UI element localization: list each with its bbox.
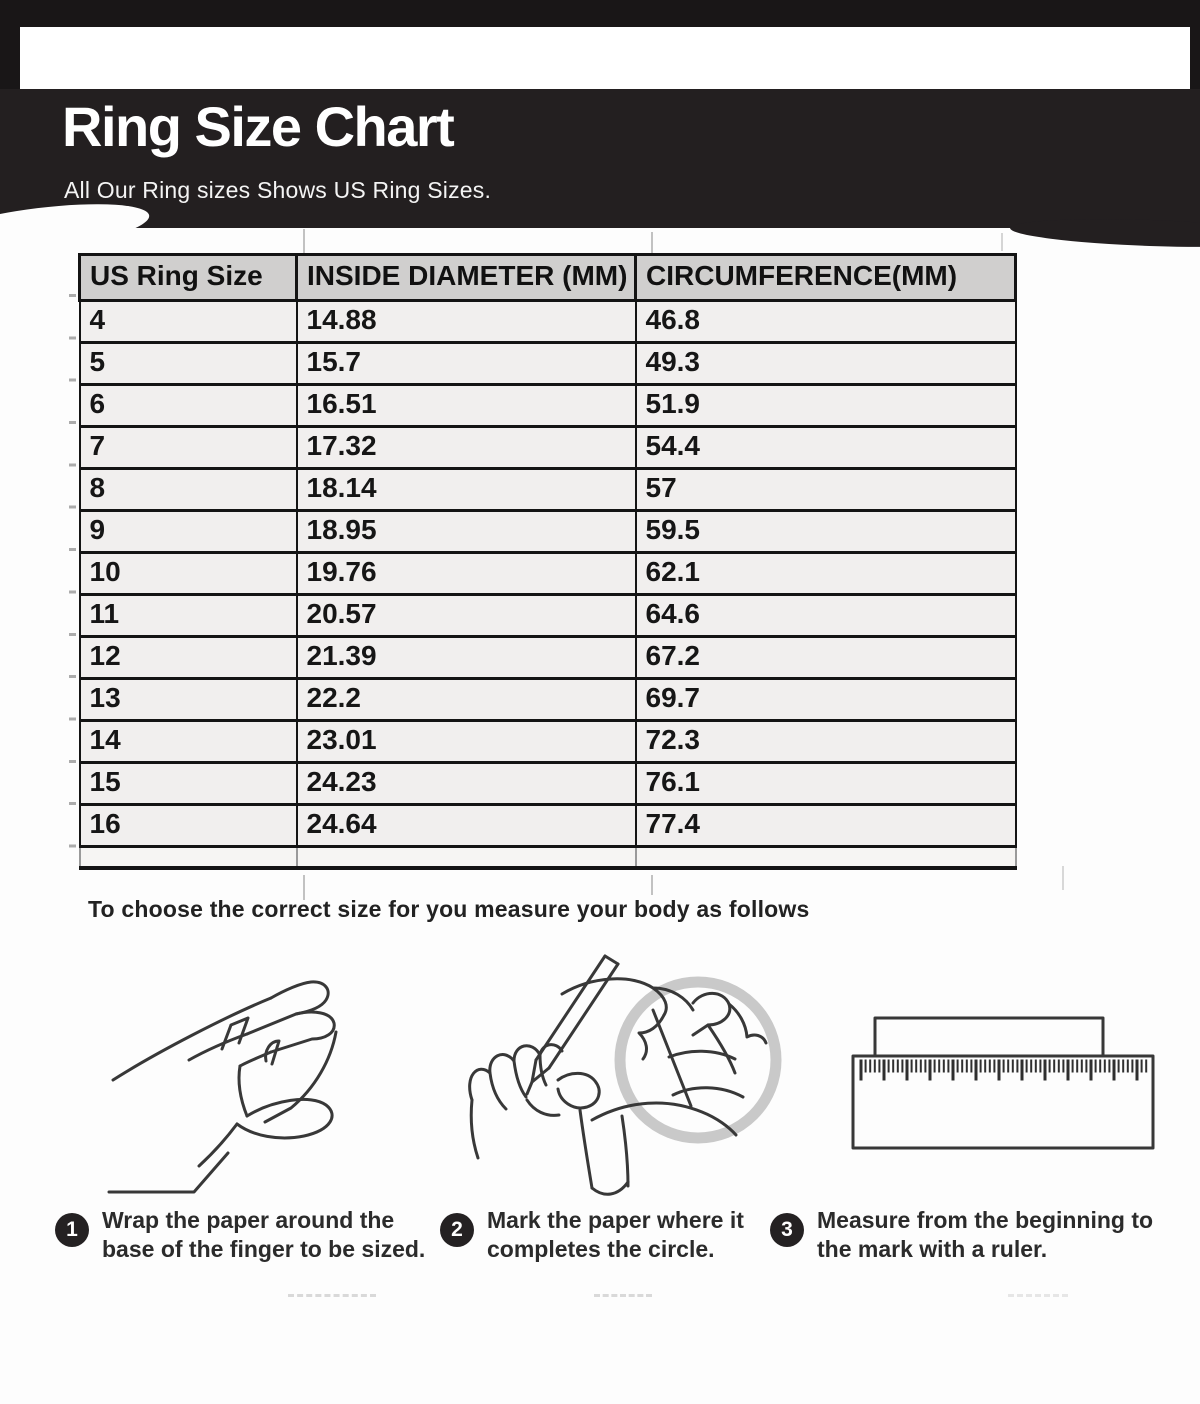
cell-circumference: 51.9 bbox=[636, 385, 1016, 427]
cell-us-ring-size: 15 bbox=[80, 763, 297, 805]
table-row bbox=[80, 427, 1016, 469]
table-row bbox=[80, 343, 1016, 385]
column-header-inside-diameter: INSIDE DIAMETER (MM) bbox=[297, 255, 636, 301]
ruler-measuring-illustration bbox=[845, 988, 1175, 1173]
artifact-tick bbox=[651, 875, 653, 895]
step-3 bbox=[770, 1206, 1153, 1264]
column-header-circumference: CIRCUMFERENCE(MM) bbox=[636, 255, 1016, 301]
cell-us-ring-size: 12 bbox=[80, 637, 297, 679]
artifact-row-ticks-left bbox=[69, 294, 76, 876]
artifact-tick bbox=[1062, 866, 1064, 890]
cell-circumference: 57 bbox=[636, 469, 1016, 511]
ring-size-table bbox=[78, 253, 1017, 870]
cell-inside-diameter: 17.32 bbox=[297, 427, 636, 469]
cell-us-ring-size: 8 bbox=[80, 469, 297, 511]
artifact-dash bbox=[594, 1294, 652, 1297]
table-row bbox=[80, 721, 1016, 763]
artifact-tick bbox=[303, 229, 305, 253]
table-empty-row bbox=[80, 847, 1016, 869]
cell-us-ring-size: 11 bbox=[80, 595, 297, 637]
cell-circumference: 77.4 bbox=[636, 805, 1016, 847]
cell-circumference: 46.8 bbox=[636, 301, 1016, 343]
cell-us-ring-size: 16 bbox=[80, 805, 297, 847]
cell-inside-diameter: 24.64 bbox=[297, 805, 636, 847]
cell-us-ring-size: 6 bbox=[80, 385, 297, 427]
step-2 bbox=[440, 1206, 744, 1264]
step-2-badge: 2 bbox=[440, 1213, 474, 1247]
cell-circumference: 76.1 bbox=[636, 763, 1016, 805]
pencil-marking-illustration bbox=[440, 948, 785, 1213]
table-row bbox=[80, 553, 1016, 595]
cell-inside-diameter: 15.7 bbox=[297, 343, 636, 385]
cell-circumference: 67.2 bbox=[636, 637, 1016, 679]
table-row bbox=[80, 595, 1016, 637]
cell-us-ring-size: 13 bbox=[80, 679, 297, 721]
cell-inside-diameter: 23.01 bbox=[297, 721, 636, 763]
table-row bbox=[80, 637, 1016, 679]
step-1-badge: 1 bbox=[55, 1213, 89, 1247]
artifact-dash bbox=[1008, 1294, 1068, 1297]
step-3-badge: 3 bbox=[770, 1213, 804, 1247]
cell-inside-diameter: 18.95 bbox=[297, 511, 636, 553]
cell-inside-diameter: 14.88 bbox=[297, 301, 636, 343]
cell-inside-diameter: 16.51 bbox=[297, 385, 636, 427]
table-row bbox=[80, 511, 1016, 553]
cell-us-ring-size: 14 bbox=[80, 721, 297, 763]
size-table-body bbox=[80, 301, 1016, 847]
cell-inside-diameter: 18.14 bbox=[297, 469, 636, 511]
table-row bbox=[80, 385, 1016, 427]
table-row bbox=[80, 469, 1016, 511]
cell-us-ring-size: 7 bbox=[80, 427, 297, 469]
cell-inside-diameter: 21.39 bbox=[297, 637, 636, 679]
cell-inside-diameter: 19.76 bbox=[297, 553, 636, 595]
cell-us-ring-size: 10 bbox=[80, 553, 297, 595]
column-header-us-ring-size: US Ring Size bbox=[80, 255, 297, 301]
table-row bbox=[80, 763, 1016, 805]
artifact-tick bbox=[1001, 233, 1003, 251]
page-title: Ring Size Chart bbox=[62, 95, 454, 158]
cell-circumference: 54.4 bbox=[636, 427, 1016, 469]
table-header-row bbox=[80, 255, 1016, 301]
banner-top-strip bbox=[0, 0, 1200, 27]
cell-us-ring-size: 4 bbox=[80, 301, 297, 343]
banner-white-band bbox=[20, 27, 1190, 89]
torn-edge-right bbox=[1010, 215, 1200, 251]
hand-paper-wrap-illustration bbox=[95, 948, 405, 1213]
table-row bbox=[80, 301, 1016, 343]
step-2-text: Mark the paper where it completes the circle. bbox=[487, 1207, 744, 1262]
artifact-tick bbox=[651, 232, 653, 253]
table-row bbox=[80, 679, 1016, 721]
step-1 bbox=[55, 1206, 425, 1264]
banner-side-left bbox=[0, 0, 20, 92]
artifact-dash bbox=[288, 1294, 376, 1297]
cell-circumference: 64.6 bbox=[636, 595, 1016, 637]
page-subtitle: All Our Ring sizes Shows US Ring Sizes. bbox=[64, 177, 492, 203]
cell-us-ring-size: 9 bbox=[80, 511, 297, 553]
cell-us-ring-size: 5 bbox=[80, 343, 297, 385]
cell-inside-diameter: 22.2 bbox=[297, 679, 636, 721]
cell-inside-diameter: 20.57 bbox=[297, 595, 636, 637]
measure-instruction: To choose the correct size for you measure your body as follows bbox=[88, 896, 810, 922]
banner-side-right bbox=[1190, 0, 1200, 92]
cell-circumference: 59.5 bbox=[636, 511, 1016, 553]
cell-circumference: 62.1 bbox=[636, 553, 1016, 595]
cell-circumference: 72.3 bbox=[636, 721, 1016, 763]
step-1-text: Wrap the paper around the base of the finger to be sized. bbox=[102, 1207, 426, 1262]
table-row bbox=[80, 805, 1016, 847]
cell-circumference: 69.7 bbox=[636, 679, 1016, 721]
cell-inside-diameter: 24.23 bbox=[297, 763, 636, 805]
paper-strip bbox=[875, 1018, 1103, 1058]
step-3-text: Measure from the beginning to the mark with a ruler. bbox=[817, 1207, 1154, 1262]
cell-circumference: 49.3 bbox=[636, 343, 1016, 385]
